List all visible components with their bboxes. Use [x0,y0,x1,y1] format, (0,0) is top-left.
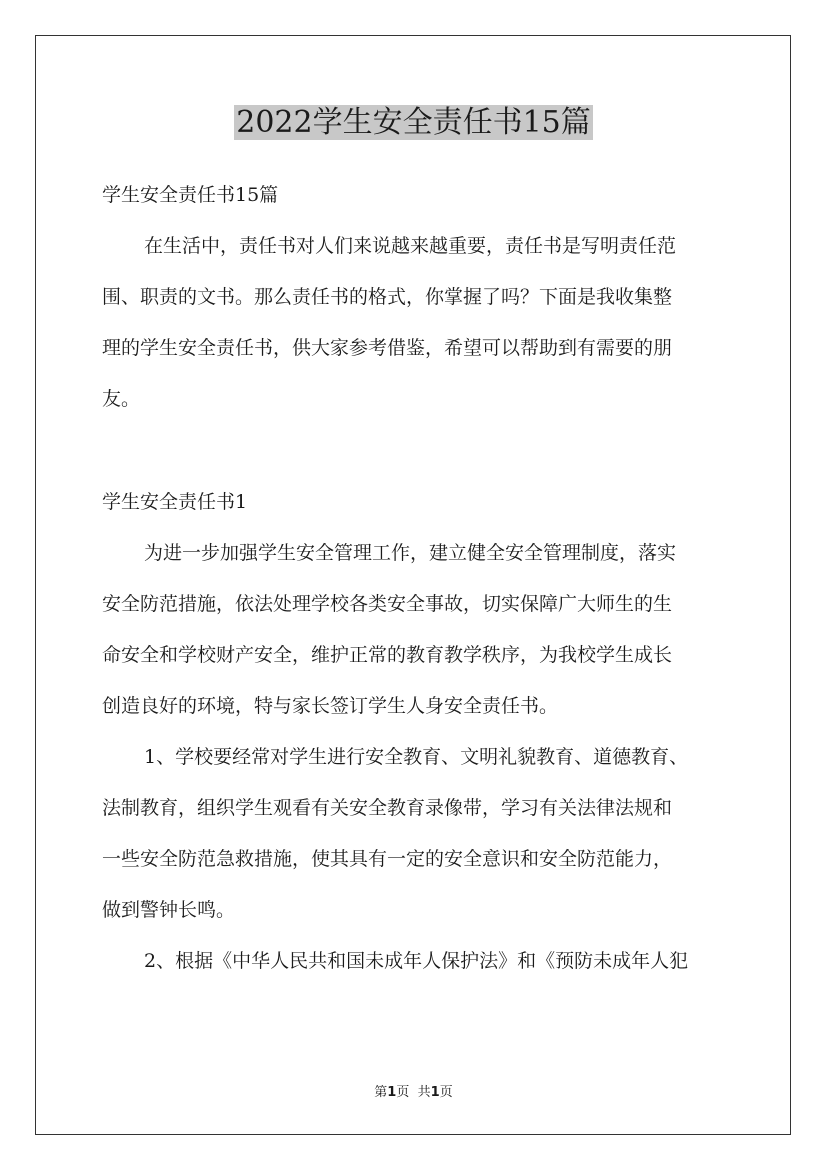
paragraph-line: 创造良好的环境，特与家长签订学生人身安全责任书。 [102,695,559,717]
intro-line: 友。 [102,388,141,410]
list-item-line: 1、学校要经常对学生进行安全教育、文明礼貌教育、道德教育、 [144,746,689,768]
list-item-line: 做到警钟长鸣。 [102,899,236,921]
page-suffix: 页 [396,1085,410,1100]
list-item-line: 一些安全防范急救措施，使其具有一定的安全意识和安全防范能力， [102,848,673,870]
paragraph-line: 为进一步加强学生安全管理工作，建立健全安全管理制度，落实 [144,542,677,564]
page-footer [0,1081,827,1105]
document-title-text: 2022学生安全责任书15篇 [236,105,591,140]
document-subtitle: 学生安全责任书15篇 [102,184,279,206]
list-item-line: 法制教育，组织学生观看有关安全教育录像带，学习有关法律法规和 [102,797,673,819]
list-item-line: 2、根据《中华人民共和国未成年人保护法》和《预防未成年人犯 [144,950,689,972]
total-prefix: 共 [417,1085,431,1100]
intro-line: 在生活中，责任书对人们来说越来越重要，责任书是写明责任范 [144,235,677,257]
document-body [102,170,732,987]
total-suffix: 页 [439,1085,453,1100]
document-title [0,98,827,148]
paragraph-line: 命安全和学校财产安全，维护正常的教育教学秩序，为我校学生成长 [102,644,673,666]
page-number: 1 [387,1085,397,1100]
page-prefix: 第 [374,1085,388,1100]
intro-line: 围、职责的文书。那么责任书的格式，你掌握了吗？下面是我收集整 [102,286,673,308]
paragraph-line: 安全防范措施，依法处理学校各类安全事故，切实保障广大师生的生 [102,593,673,615]
section-heading: 学生安全责任书1 [102,491,248,513]
paragraph-gap [102,425,732,477]
intro-line: 理的学生安全责任书，供大家参考借鉴，希望可以帮助到有需要的朋 [102,337,673,359]
total-number: 1 [430,1085,440,1100]
